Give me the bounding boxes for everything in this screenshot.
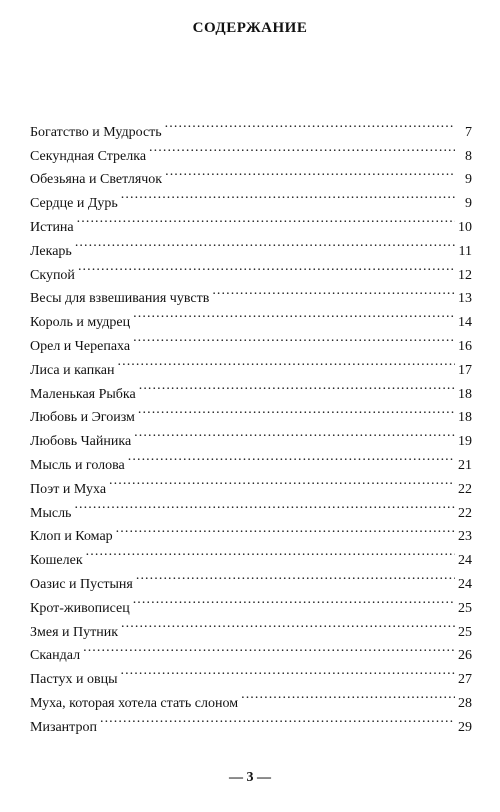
toc-dot-leader [120, 659, 455, 683]
toc-dot-leader [165, 160, 455, 184]
toc-entry-page: 11 [458, 243, 472, 259]
toc-entry-page: 28 [458, 695, 472, 711]
toc-entry-page: 12 [458, 267, 472, 283]
toc-dot-leader [83, 636, 455, 660]
toc-entry-page: 9 [465, 196, 472, 212]
toc-dot-leader [78, 255, 455, 279]
toc-entry-page: 23 [458, 529, 472, 545]
page-title: СОДЕРЖАНИЕ [192, 20, 308, 36]
toc-entry-title: Любовь и Эгоизм [30, 410, 135, 426]
toc-entry-page: 13 [458, 291, 472, 307]
toc-entry-title: Мысль и голова [30, 457, 125, 473]
toc-dot-leader [212, 279, 455, 303]
toc-dot-leader [149, 136, 455, 160]
toc-entry-title: Крот-живописец [30, 600, 130, 616]
toc-entry [30, 112, 472, 140]
toc-entry-page: 7 [465, 124, 472, 140]
toc-entry-page: 9 [465, 172, 472, 188]
toc-dot-leader [139, 374, 455, 398]
toc-entry [30, 564, 472, 592]
toc-entry-title: Мизантроп [30, 719, 97, 735]
toc-entry-page: 25 [458, 624, 472, 640]
toc-entry-page: 16 [458, 338, 472, 354]
toc-entry-title: Лекарь [30, 243, 72, 259]
toc-entry [30, 493, 472, 521]
page-number: — 3 — [229, 770, 271, 785]
toc-dot-leader [138, 398, 455, 422]
toc-dot-leader [109, 469, 455, 493]
toc-entry-title: Секундная Стрелка [30, 148, 147, 164]
toc-entry-title: Кошелек [30, 553, 83, 569]
toc-entry-page: 18 [458, 386, 472, 402]
toc-entry-title: Лиса и капкан [30, 362, 115, 378]
toc-entry-page: 14 [458, 315, 472, 331]
toc-entry-page: 22 [458, 505, 472, 521]
toc-entry-page: 27 [458, 672, 472, 688]
toc-entry-title: Скандал [30, 648, 81, 664]
toc-dot-leader [86, 540, 455, 564]
toc-entry-title: Богатство и Мудрость [30, 124, 162, 140]
toc-entry-title: Мысль [30, 505, 72, 521]
toc-dot-leader [133, 588, 455, 612]
toc-dot-leader [133, 326, 455, 350]
toc-entry-page: 19 [458, 434, 472, 450]
toc-dot-leader [133, 302, 455, 326]
toc-entry [30, 636, 472, 664]
toc-entry-title: Любовь Чайника [30, 434, 132, 450]
toc-dot-leader [121, 612, 455, 636]
toc-entry-title: Поэт и Муха [30, 481, 107, 497]
toc-entry-title: Змея и Путник [30, 624, 119, 640]
toc-dot-leader [165, 112, 455, 136]
toc-dot-leader [74, 493, 455, 517]
toc-entry-title: Скупой [30, 267, 75, 283]
toc-entry-page: 24 [458, 553, 472, 569]
toc-entry [30, 255, 472, 283]
toc-entry-title: Клоп и Комар [30, 529, 113, 545]
toc-dot-leader [128, 445, 455, 469]
toc-dot-leader [136, 564, 455, 588]
toc-entry-title: Оазис и Пустыня [30, 576, 133, 592]
toc-entry-page: 18 [458, 410, 472, 426]
toc-entry-title: Пастух и овцы [30, 672, 118, 688]
toc-entry-title: Обезьяна и Светлячок [30, 172, 163, 188]
toc-entry [30, 659, 472, 688]
toc-entry-title: Муха, которая хотела стать слоном [30, 695, 239, 711]
table-of-contents [30, 112, 472, 735]
toc-entry-page: 8 [465, 148, 472, 164]
toc-entry-title: Маленькая Рыбка [30, 386, 136, 402]
toc-entry-page: 17 [458, 362, 472, 378]
toc-entry-page: 25 [458, 600, 472, 616]
toc-entry [30, 540, 472, 569]
toc-entry [30, 279, 472, 307]
toc-dot-leader [75, 231, 455, 255]
toc-entry-page: 10 [458, 219, 472, 235]
toc-entry-page: 29 [458, 719, 472, 735]
toc-entry [30, 517, 472, 545]
toc-dot-leader [118, 350, 456, 374]
toc-dot-leader [241, 683, 455, 707]
toc-entry-page: 21 [458, 457, 472, 473]
toc-entry-page: 22 [458, 481, 472, 497]
toc-dot-leader [100, 707, 455, 731]
toc-entry-page: 26 [458, 648, 472, 664]
toc-entry-title: Орел и Черепаха [30, 338, 131, 354]
toc-entry-title: Сердце и Дурь [30, 196, 118, 212]
toc-dot-leader [77, 207, 455, 231]
toc-dot-leader [121, 183, 455, 207]
toc-entry-title: Истина [30, 219, 74, 235]
toc-entry-page: 24 [458, 576, 472, 592]
toc-dot-leader [116, 517, 455, 541]
toc-entry-title: Весы для взвешивания чувств [30, 291, 210, 307]
toc-entry [30, 207, 472, 235]
toc-dot-leader [134, 421, 455, 445]
toc-entry-title: Король и мудрец [30, 315, 131, 331]
toc-entry [30, 231, 472, 259]
